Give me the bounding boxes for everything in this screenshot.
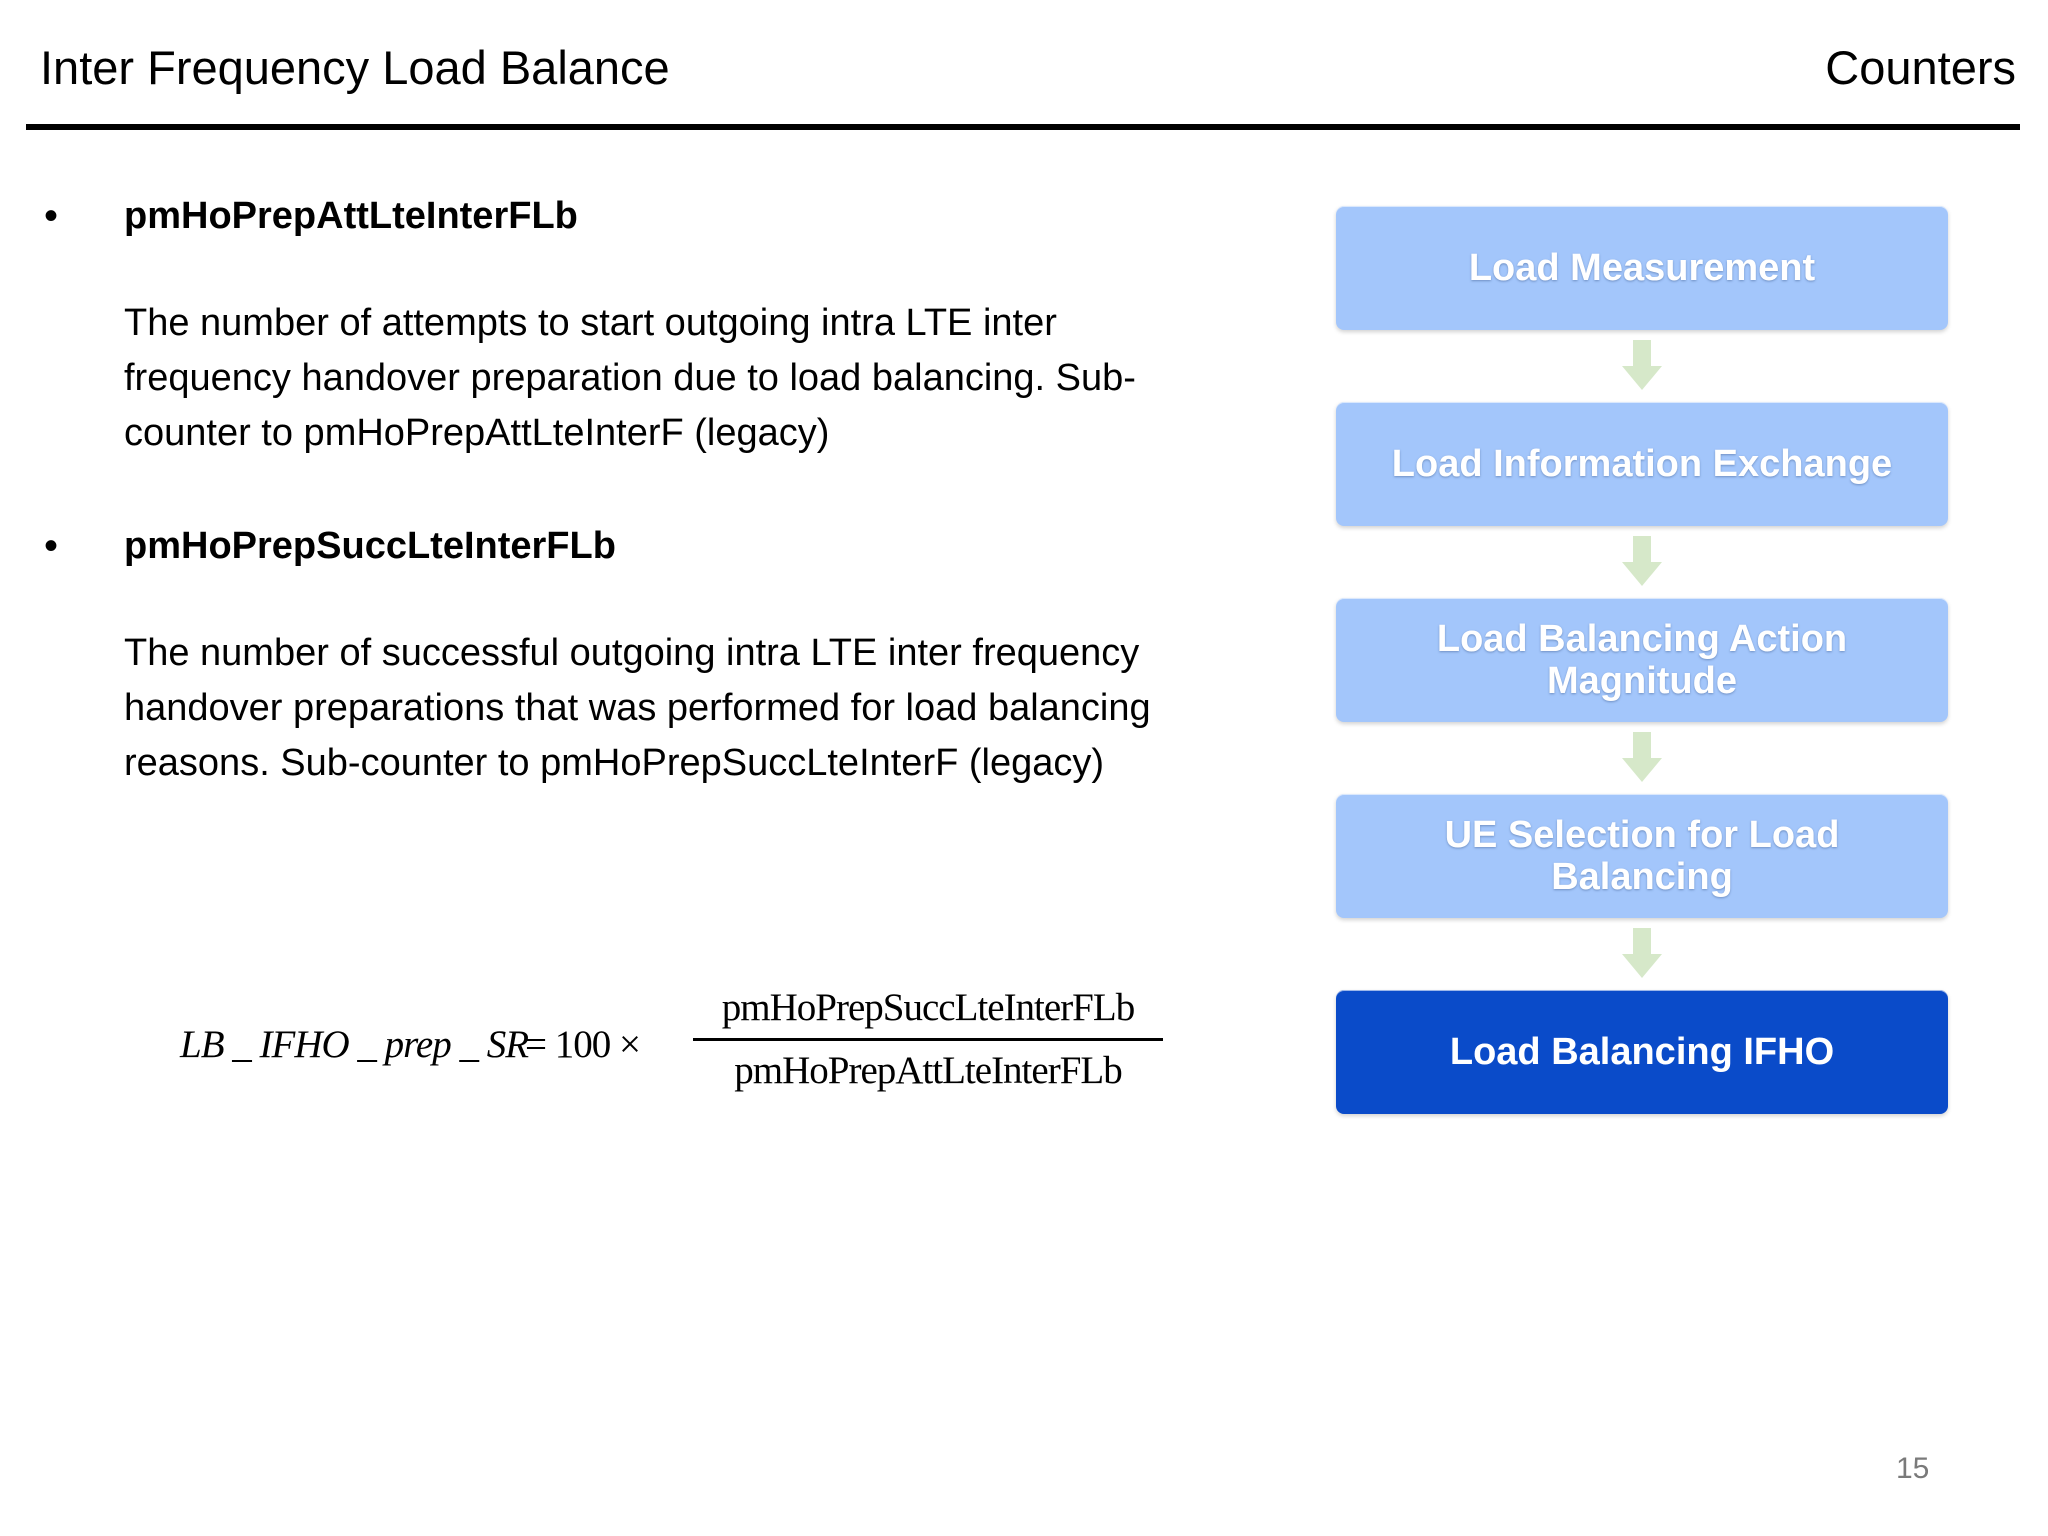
down-arrow-icon <box>1620 340 1664 392</box>
slide-header <box>26 0 2020 130</box>
bullet-icon: • <box>44 194 59 238</box>
flow-step <box>1336 598 1948 722</box>
success-rate-formula <box>180 980 1160 1110</box>
counter-name: pmHoPrepAttLteInterFLb <box>124 195 578 237</box>
load-balancing-flow <box>1330 206 1950 1122</box>
flow-step <box>1336 206 1948 330</box>
page-number: 15 <box>1896 1452 1930 1485</box>
formula-numerator: pmHoPrepSuccLteInterFLb <box>721 986 1135 1029</box>
flow-step-label: Load Measurement <box>1468 247 1816 289</box>
formula-operator: = 100 × <box>525 1023 640 1066</box>
section-label: Counters <box>1825 41 2016 94</box>
formula-fraction <box>693 980 1163 1099</box>
flow-step-label: Load Balancing Action Magnitude <box>1436 618 1848 702</box>
down-arrow-icon <box>1620 732 1664 784</box>
counter-name: pmHoPrepSuccLteInterFLb <box>124 525 616 567</box>
counter-description: The number of attempts to start outgoing intra LTE inter frequency handover preparation due to load balancing. Sub-counter to pmHoPrepAttLteInterF (legacy) <box>124 302 1136 454</box>
slide-title: Inter Frequency Load Balance <box>40 41 670 94</box>
flow-step-label: Load Balancing IFHO <box>1449 1031 1835 1073</box>
bullet-icon: • <box>44 524 59 568</box>
down-arrow-icon <box>1620 928 1664 980</box>
fraction-bar <box>693 1038 1163 1041</box>
counter-description: The number of successful outgoing intra LTE inter frequency handover preparations that was performed for load balancing reasons. Sub-counter to pmHoPrepSuccLteInterF (legacy) <box>124 632 1151 784</box>
flow-step-label: UE Selection for Load Balancing <box>1444 814 1840 898</box>
formula-denominator: pmHoPrepAttLteInterFLb <box>734 1049 1122 1092</box>
down-arrow-icon <box>1620 536 1664 588</box>
flow-step <box>1336 402 1948 526</box>
formula-lhs: LB _ IFHO _ prep _ SR <box>180 1023 529 1066</box>
flow-step-active <box>1336 990 1948 1114</box>
flow-step <box>1336 794 1948 918</box>
flow-step-label: Load Information Exchange <box>1391 443 1893 485</box>
